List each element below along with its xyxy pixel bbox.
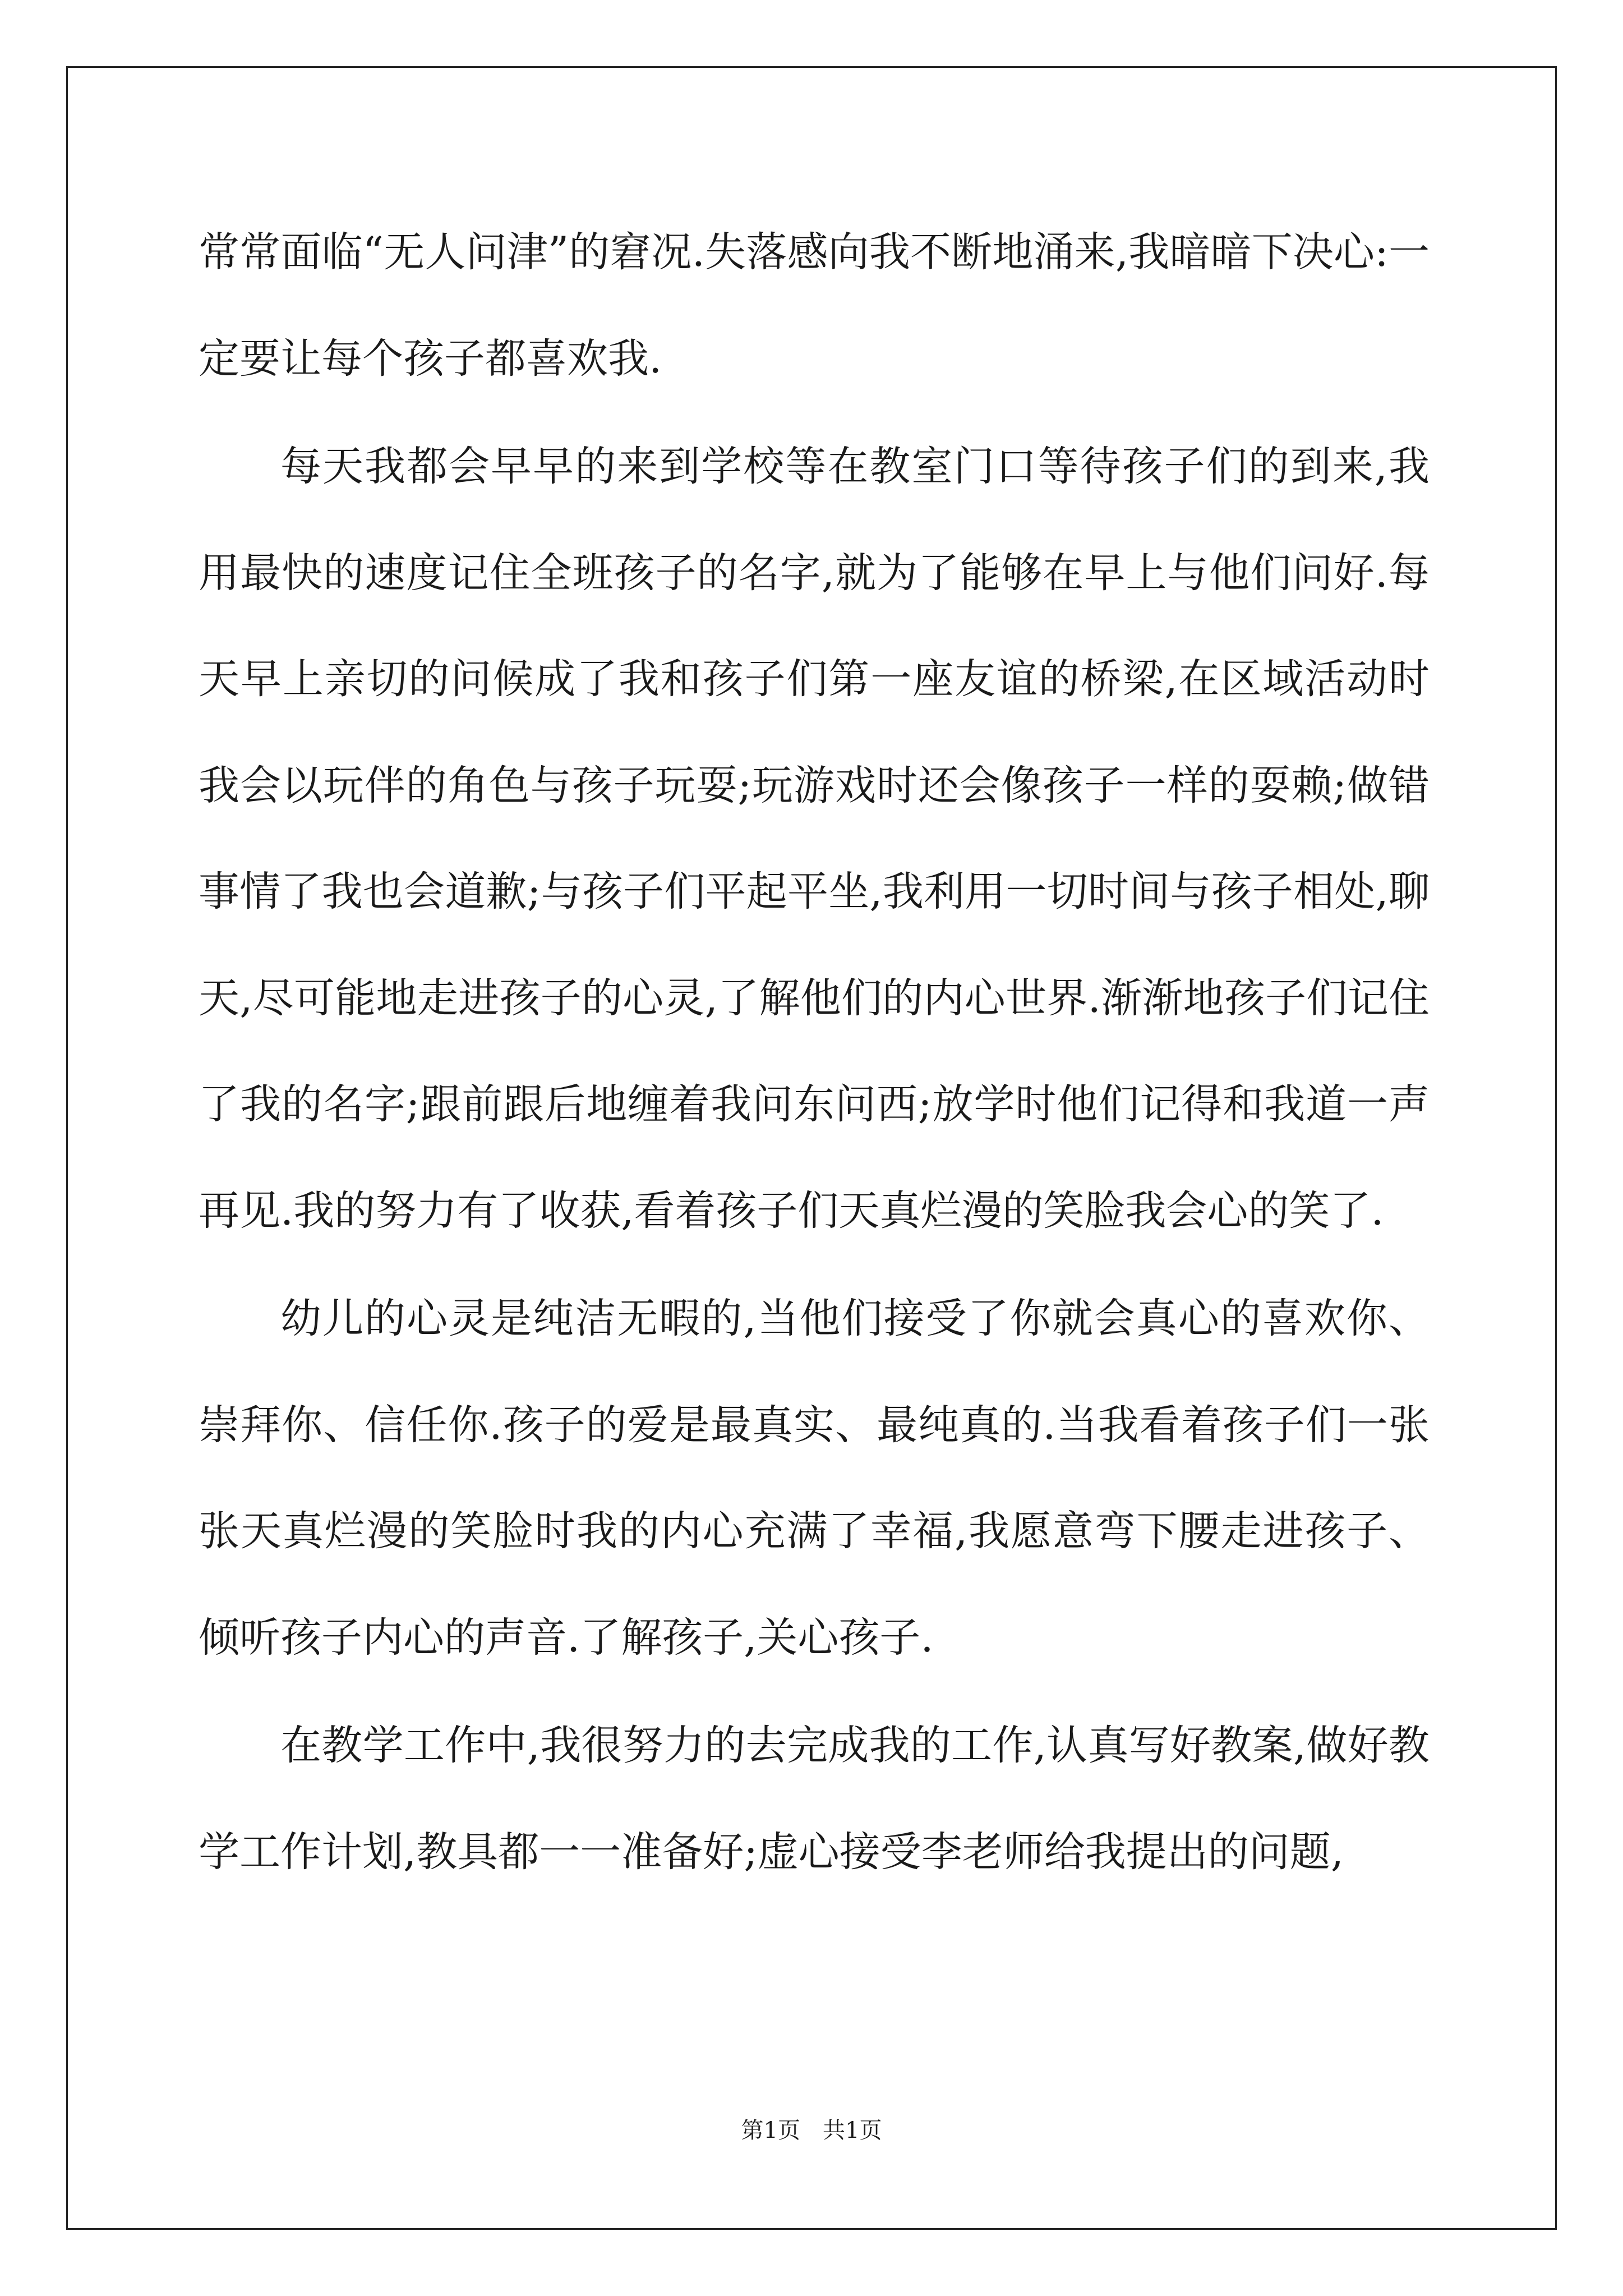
- document-body: [199, 199, 1430, 1907]
- page-number-footer: 第1页 共1页: [741, 2118, 882, 2143]
- paragraph-4: 在教学工作中,我很努力的去完成我的工作,认真写好教案,做好教学工作计划,教具都一一准备好;虚心接受李老师给我提出的问题,: [199, 1722, 1430, 1876]
- paragraph-2: 每天我都会早早的来到学校等在教室门口等待孩子们的到来,我用最快的速度记住全班孩子的名字,就为了能够在早上与他们问好.每天早上亲切的问候成了我和孩子们第一座友谊的桥梁,在区域活动时我会以玩伴的角色与孩子玩耍;玩游戏时还会像孩子一样的耍赖;做错事情了我也会道歉;与孩子们平起平坐,我利用一切时间与孩子相处,聊天,尽可能地走进孩子的心灵,了解他们的内心世界.渐渐地孩子们记住了我的名字;跟前跟后地缠着我问东问西;放学时他们记得和我道一声再见.我的努力有了收获,看着孩子们天真烂漫的笑脸我会心的笑了.: [199, 443, 1430, 1235]
- paragraph-1: 常常面临“无人问津”的窘况.失落感向我不断地涌来,我暗暗下决心:一定要让每个孩子都喜欢我.: [199, 228, 1430, 383]
- paragraph-3: 幼儿的心灵是纯洁无暇的,当他们接受了你就会真心的喜欢你、崇拜你、信任你.孩子的爱是最真实、最纯真的.当我看着孩子们一张张天真烂漫的笑脸时我的内心充满了幸福,我愿意弯下腰走进孩子、倾听孩子内心的声音.了解孩子,关心孩子.: [199, 1295, 1430, 1662]
